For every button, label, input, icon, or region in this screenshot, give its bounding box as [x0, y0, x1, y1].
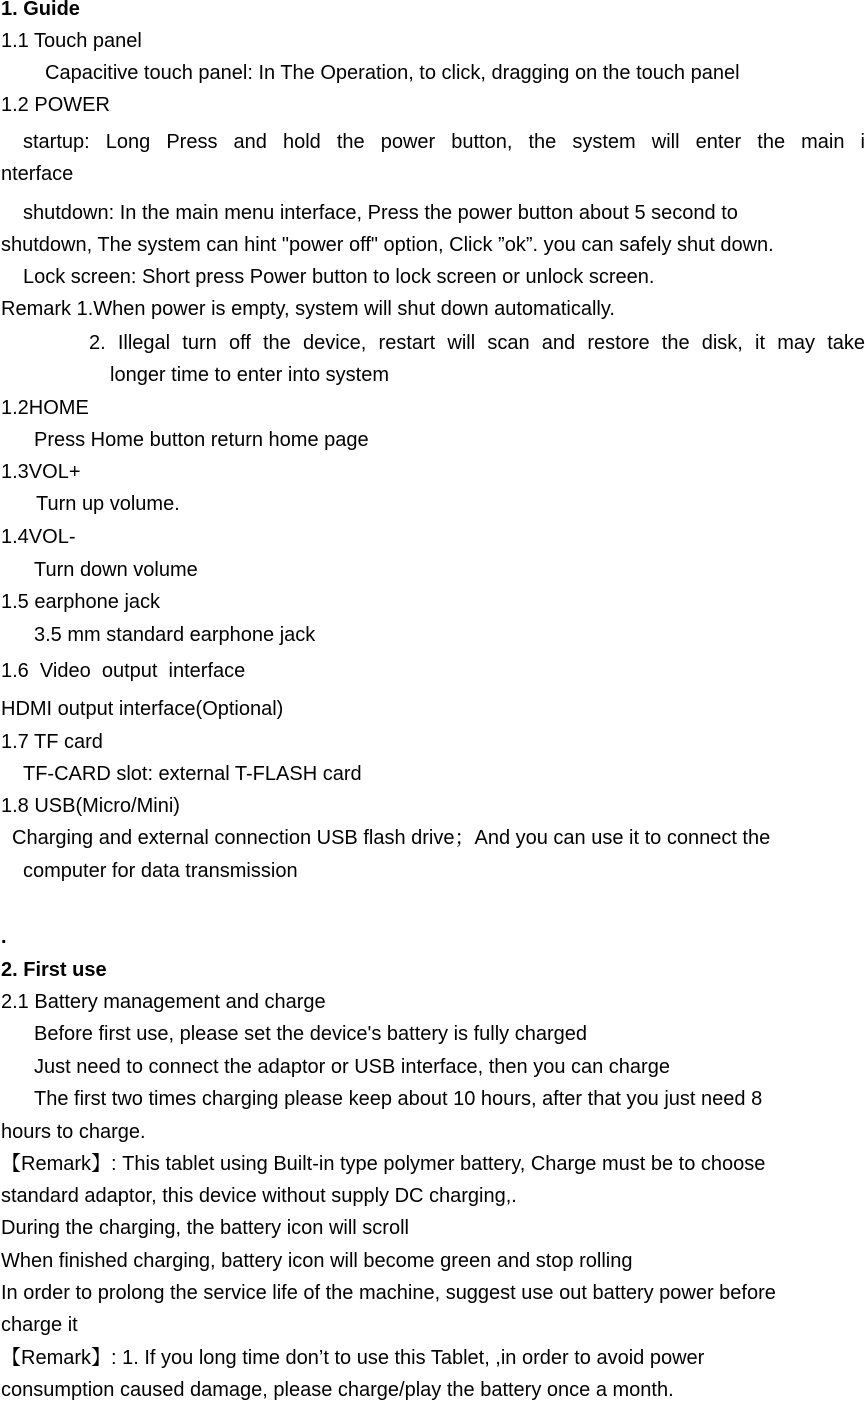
text-power-startup-line2: nterface [1, 163, 74, 185]
text-home: Press Home button return home page [34, 429, 369, 451]
heading-usb: 1.8 USB(Micro/Mini) [1, 795, 180, 817]
text-battery-remark-b2: consumption caused damage, please charge/play the battery once a month. [1, 1379, 674, 1401]
heading-touch-panel: 1.1 Touch panel [1, 30, 142, 52]
section-title-first-use: 2. First use [1, 959, 107, 981]
text-battery-line3b: hours to charge. [1, 1121, 146, 1143]
text-video: HDMI output interface(Optional) [1, 698, 284, 720]
text-power-remark1: Remark 1.When power is empty, system will shut down automatically. [1, 298, 615, 320]
text-power-shutdown-line2: shutdown, The system can hint "power off" option, Click ”ok”. you can safely shut down. [1, 234, 774, 256]
heading-vol-up: 1.3VOL+ [1, 461, 81, 483]
text-battery-finished: When finished charging, battery icon will become green and stop rolling [1, 1250, 633, 1272]
text-battery-line2: Just need to connect the adaptor or USB interface, then you can charge [34, 1056, 670, 1078]
heading-home: 1.2HOME [1, 397, 89, 419]
text-power-shutdown-line1: shutdown: In the main menu interface, Press the power button about 5 second to [23, 202, 738, 224]
text-battery-remark-b1: 【Remark】: 1. If you long time don’t to use this Tablet, ,in order to avoid power [1, 1347, 705, 1369]
text-battery-line1: Before first use, please set the device's battery is fully charged [34, 1023, 587, 1045]
text-battery-prolong2: charge it [1, 1314, 78, 1336]
text-vol-up: Turn up volume. [36, 493, 180, 515]
heading-earphone: 1.5 earphone jack [1, 591, 161, 613]
text-usb-line2: computer for data transmission [23, 860, 298, 882]
text-battery-prolong1: In order to prolong the service life of the machine, suggest use out battery power before [1, 1282, 776, 1304]
text-tf-card: TF-CARD slot: external T-FLASH card [23, 763, 362, 785]
text-battery-scroll: During the charging, the battery icon will scroll [1, 1217, 409, 1239]
text-vol-down: Turn down volume [34, 559, 198, 581]
text-power-remark2-line1: 2. Illegal turn off the device, restart will scan and restore the disk, it may take [89, 332, 865, 354]
text-battery-remark-a2: standard adaptor, this device without supply DC charging,. [1, 1185, 517, 1207]
text-battery-line3a: The first two times charging please keep about 10 hours, after that you just need 8 [34, 1088, 763, 1110]
text-usb-line1: Charging and external connection USB flash drive；And you can use it to connect the [12, 827, 771, 849]
text-touch-panel: Capacitive touch panel: In The Operation, to click, dragging on the touch panel [45, 62, 740, 84]
text-earphone: 3.5 mm standard earphone jack [34, 624, 316, 646]
section-title-guide: 1. Guide [1, 0, 80, 20]
text-power-lock: Lock screen: Short press Power button to lock screen or unlock screen. [23, 266, 655, 288]
text-power-remark2-line2: longer time to enter into system [110, 364, 390, 386]
heading-tf-card: 1.7 TF card [1, 731, 103, 753]
text-power-startup-line1: startup: Long Press and hold the power button, the system will enter the main i [23, 131, 865, 153]
text-battery-remark-a1: 【Remark】: This tablet using Built-in type polymer battery, Charge must be to choose [1, 1153, 766, 1175]
heading-battery: 2.1 Battery management and charge [1, 991, 326, 1013]
heading-power: 1.2 POWER [1, 94, 110, 116]
heading-vol-down: 1.4VOL- [1, 526, 76, 548]
separator-dot: . [1, 926, 7, 948]
heading-video: 1.6 Video output interface [1, 660, 246, 682]
